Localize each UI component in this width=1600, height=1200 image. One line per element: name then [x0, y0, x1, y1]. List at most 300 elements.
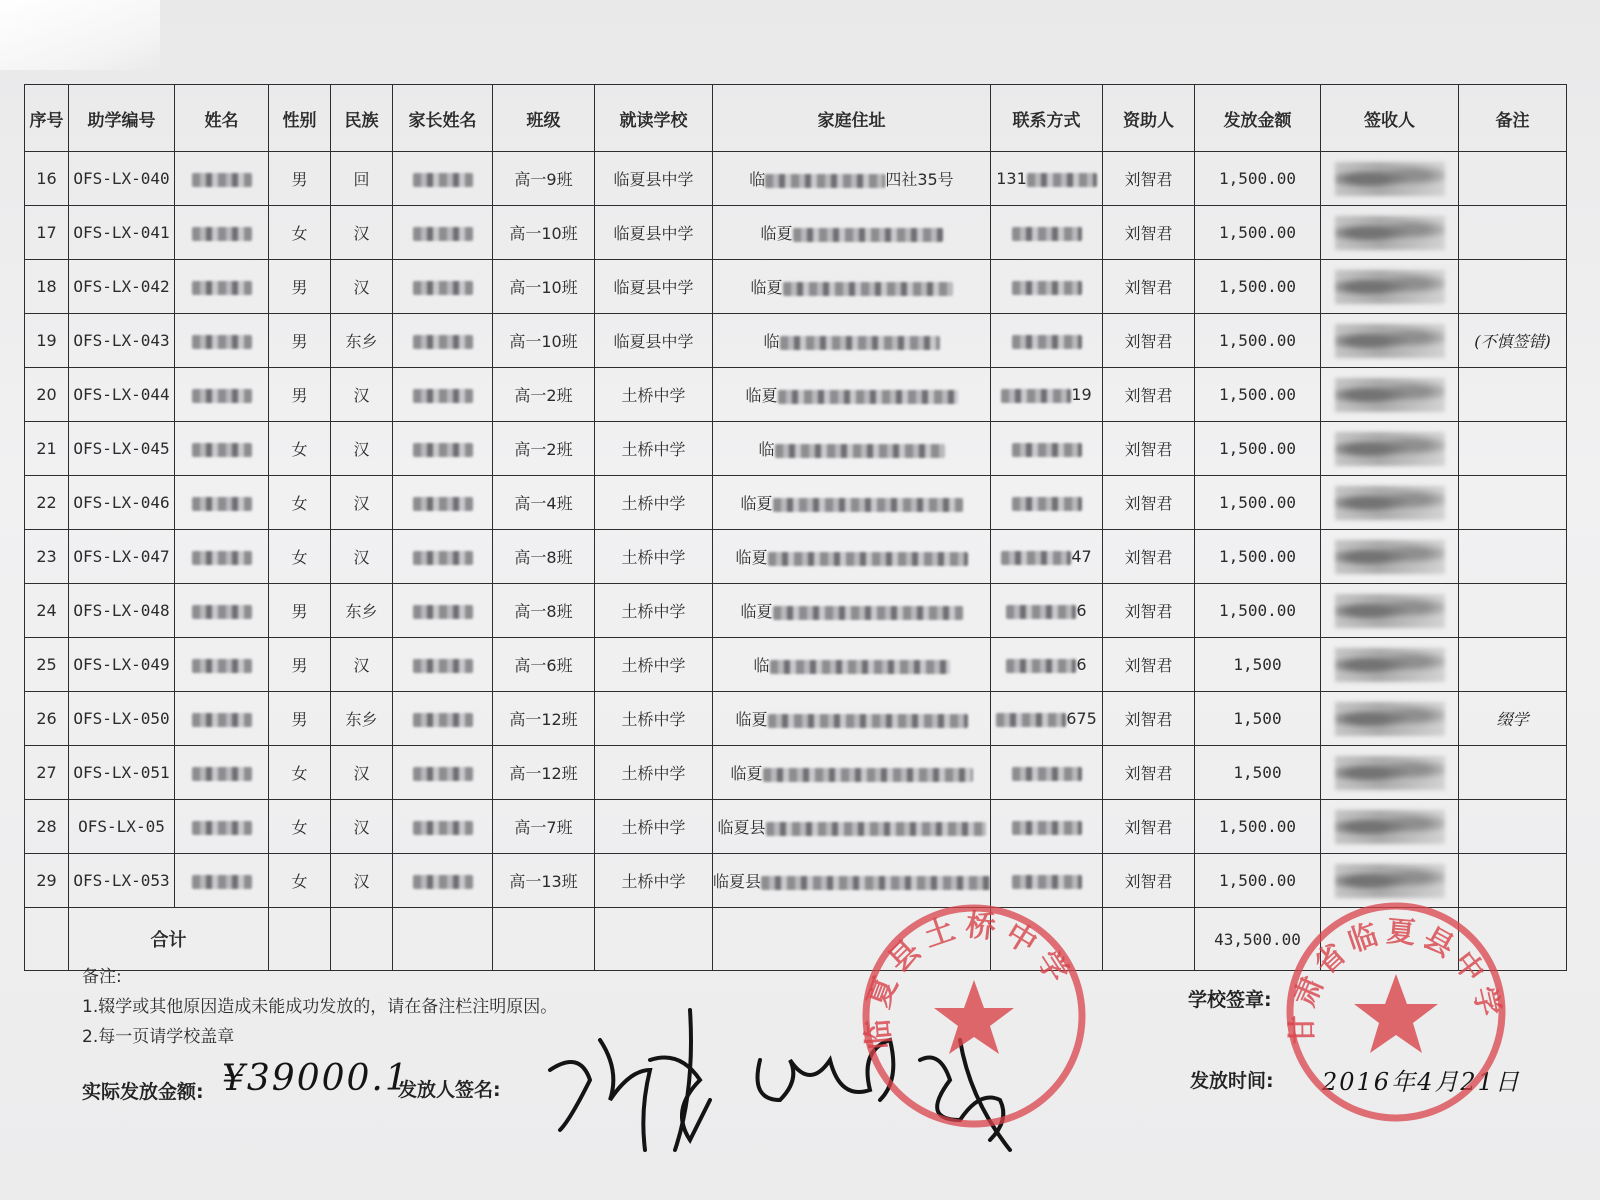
home-address [713, 314, 991, 368]
recipient-signature [1321, 476, 1459, 530]
home-address [713, 692, 991, 746]
redacted-block [761, 876, 990, 890]
parent-name [393, 422, 493, 476]
notes-title: 备注: [82, 967, 122, 987]
redacted-block [1012, 821, 1082, 835]
redacted-block [413, 389, 473, 403]
sponsor: 刘智君 [1103, 260, 1195, 314]
phone-suffix: 6 [1076, 601, 1087, 620]
home-address [713, 152, 991, 206]
gender: 男 [269, 152, 331, 206]
signature-image [1335, 810, 1445, 844]
signature-image [1335, 540, 1445, 574]
phone [991, 422, 1103, 476]
home-address [713, 530, 991, 584]
redacted-block [192, 443, 252, 457]
home-address [713, 800, 991, 854]
aid-id: OFS-LX-045 [69, 422, 175, 476]
row-number: 26 [25, 692, 69, 746]
phone [991, 206, 1103, 260]
redacted-block [765, 174, 885, 188]
redacted-block [770, 660, 950, 674]
total-blank [595, 908, 713, 971]
table-row [25, 152, 1567, 206]
redacted-block [1012, 497, 1082, 511]
ethnicity: 汉 [331, 638, 393, 692]
recipient-signature [1321, 800, 1459, 854]
address-prefix: 临夏 [735, 710, 768, 729]
amount: 1,500.00 [1195, 422, 1321, 476]
total-amount: 43,500.00 [1195, 908, 1321, 971]
redacted-block [413, 605, 473, 619]
address-suffix: 四社35号 [885, 170, 954, 189]
recipient-signature [1321, 746, 1459, 800]
remark [1459, 152, 1567, 206]
home-address [713, 368, 991, 422]
amount: 1,500.00 [1195, 368, 1321, 422]
redacted-block [413, 443, 473, 457]
ethnicity: 东乡 [331, 314, 393, 368]
table-row [25, 530, 1567, 584]
redacted-block [763, 768, 973, 782]
ethnicity: 汉 [331, 368, 393, 422]
row-number: 24 [25, 584, 69, 638]
phone-suffix: 19 [1071, 385, 1092, 404]
address-prefix: 临 [753, 656, 770, 675]
aid-id: OFS-LX-050 [69, 692, 175, 746]
row-number: 16 [25, 152, 69, 206]
column-header: 发放金额 [1195, 85, 1321, 152]
redacted-block [192, 821, 252, 835]
remark: 缀学 [1459, 692, 1567, 746]
redacted-block [413, 173, 473, 187]
class: 高一7班 [493, 800, 595, 854]
school: 土桥中学 [595, 746, 713, 800]
table-row [25, 638, 1567, 692]
signature-image [1335, 216, 1445, 250]
student-name [175, 476, 269, 530]
stamp-text-2: 甘肃省临夏县中学 [1284, 913, 1509, 1045]
address-prefix: 临夏 [730, 764, 763, 783]
column-header: 资助人 [1103, 85, 1195, 152]
redacted-block [1012, 227, 1082, 241]
signature-image [1335, 594, 1445, 628]
parent-name [393, 692, 493, 746]
notes-item-2: 2.每一页请学校盖章 [82, 1027, 235, 1047]
redacted-block [1012, 443, 1082, 457]
amount: 1,500.00 [1195, 584, 1321, 638]
student-name [175, 530, 269, 584]
redacted-block [192, 389, 252, 403]
school: 土桥中学 [595, 854, 713, 908]
redacted-block [1012, 335, 1082, 349]
table-row [25, 746, 1567, 800]
paper-fold [0, 0, 160, 70]
total-blank [25, 908, 69, 971]
issue-time-label: 发放时间: [1190, 1070, 1274, 1092]
phone [991, 638, 1103, 692]
phone-suffix: 6 [1076, 655, 1087, 674]
recipient-signature [1321, 422, 1459, 476]
issue-time-value: 2016年4月21日 [1322, 1068, 1521, 1096]
redacted-block [413, 551, 473, 565]
amount: 1,500.00 [1195, 530, 1321, 584]
home-address [713, 260, 991, 314]
phone [991, 692, 1103, 746]
student-name [175, 854, 269, 908]
sponsor: 刘智君 [1103, 746, 1195, 800]
gender: 女 [269, 476, 331, 530]
address-prefix: 临 [749, 170, 766, 189]
redacted-block [773, 498, 963, 512]
redacted-block [766, 822, 986, 836]
student-name [175, 260, 269, 314]
column-header: 备注 [1459, 85, 1567, 152]
table-row [25, 800, 1567, 854]
redacted-block [192, 335, 252, 349]
phone [991, 314, 1103, 368]
amount: 1,500 [1195, 746, 1321, 800]
actual-amount-value: ¥39000.1 [222, 1058, 410, 1099]
total-label: 合计 [69, 908, 269, 971]
parent-name [393, 206, 493, 260]
parent-name [393, 584, 493, 638]
column-header: 联系方式 [991, 85, 1103, 152]
gender: 女 [269, 854, 331, 908]
home-address [713, 638, 991, 692]
student-name [175, 314, 269, 368]
sponsor: 刘智君 [1103, 692, 1195, 746]
parent-name [393, 152, 493, 206]
redacted-block [1012, 767, 1082, 781]
recipient-signature [1321, 206, 1459, 260]
aid-id: OFS-LX-042 [69, 260, 175, 314]
class: 高一6班 [493, 638, 595, 692]
redacted-block [773, 606, 963, 620]
school: 临夏县中学 [595, 314, 713, 368]
redacted-block [783, 282, 953, 296]
amount: 1,500.00 [1195, 152, 1321, 206]
row-number: 23 [25, 530, 69, 584]
school: 土桥中学 [595, 422, 713, 476]
row-number: 28 [25, 800, 69, 854]
actual-amount-label: 实际发放金额: [82, 1081, 204, 1103]
amount: 1,500.00 [1195, 800, 1321, 854]
address-prefix: 临夏 [750, 278, 783, 297]
parent-name [393, 368, 493, 422]
issuer-signature-label: 发放人签名: [398, 1079, 501, 1101]
amount: 1,500 [1195, 692, 1321, 746]
home-address [713, 476, 991, 530]
school: 土桥中学 [595, 638, 713, 692]
phone [991, 800, 1103, 854]
aid-id: OFS-LX-046 [69, 476, 175, 530]
redacted-block [1001, 389, 1071, 403]
remark [1459, 206, 1567, 260]
column-header: 性别 [269, 85, 331, 152]
remark: (不慎签错) [1459, 314, 1567, 368]
phone-prefix: 131 [996, 169, 1027, 188]
parent-name [393, 800, 493, 854]
redacted-block [413, 713, 473, 727]
student-name [175, 206, 269, 260]
remark [1459, 800, 1567, 854]
gender: 男 [269, 368, 331, 422]
class: 高一8班 [493, 584, 595, 638]
redacted-block [996, 713, 1066, 727]
phone-suffix: 675 [1066, 709, 1097, 728]
redacted-block [1001, 551, 1071, 565]
sponsor: 刘智君 [1103, 368, 1195, 422]
recipient-signature [1321, 530, 1459, 584]
phone [991, 476, 1103, 530]
gender: 女 [269, 530, 331, 584]
recipient-signature [1321, 368, 1459, 422]
total-blank [1103, 908, 1195, 971]
remark [1459, 422, 1567, 476]
address-prefix: 临夏 [740, 494, 773, 513]
column-header: 民族 [331, 85, 393, 152]
column-header: 姓名 [175, 85, 269, 152]
row-number: 19 [25, 314, 69, 368]
redacted-block [192, 173, 252, 187]
student-name [175, 692, 269, 746]
school: 土桥中学 [595, 692, 713, 746]
ethnicity: 汉 [331, 800, 393, 854]
ethnicity: 汉 [331, 422, 393, 476]
table-row [25, 260, 1567, 314]
phone [991, 584, 1103, 638]
ethnicity: 汉 [331, 854, 393, 908]
class: 高一13班 [493, 854, 595, 908]
ethnicity: 汉 [331, 530, 393, 584]
signature-image [1335, 756, 1445, 790]
remark [1459, 746, 1567, 800]
sponsor: 刘智君 [1103, 638, 1195, 692]
address-prefix: 临夏 [760, 224, 793, 243]
gender: 男 [269, 260, 331, 314]
ethnicity: 东乡 [331, 692, 393, 746]
aid-id: OFS-LX-049 [69, 638, 175, 692]
gender: 女 [269, 206, 331, 260]
column-header: 签收人 [1321, 85, 1459, 152]
table-row [25, 368, 1567, 422]
school: 临夏县中学 [595, 152, 713, 206]
aid-id: OFS-LX-05 [69, 800, 175, 854]
gender: 女 [269, 746, 331, 800]
redacted-block [413, 281, 473, 295]
ethnicity: 汉 [331, 206, 393, 260]
class: 高一10班 [493, 260, 595, 314]
address-prefix: 临夏县 [717, 818, 766, 837]
student-name [175, 584, 269, 638]
table-row [25, 692, 1567, 746]
student-name [175, 746, 269, 800]
school-stamp-label: 学校签章: [1188, 989, 1272, 1011]
sponsor: 刘智君 [1103, 476, 1195, 530]
row-number: 25 [25, 638, 69, 692]
class: 高一9班 [493, 152, 595, 206]
home-address [713, 584, 991, 638]
school: 土桥中学 [595, 368, 713, 422]
amount: 1,500.00 [1195, 476, 1321, 530]
parent-name [393, 746, 493, 800]
stamp-tuqiao-school [856, 898, 1092, 1134]
student-name [175, 368, 269, 422]
signature-image [1335, 270, 1445, 304]
sponsor: 刘智君 [1103, 530, 1195, 584]
redacted-block [413, 227, 473, 241]
notes-section [82, 962, 557, 1052]
redacted-block [192, 227, 252, 241]
redacted-block [413, 875, 473, 889]
signature-image [1335, 864, 1445, 898]
redacted-block [1027, 173, 1097, 187]
redacted-block [778, 390, 958, 404]
parent-name [393, 260, 493, 314]
sponsor: 刘智君 [1103, 854, 1195, 908]
address-prefix: 临 [758, 440, 775, 459]
aid-id: OFS-LX-047 [69, 530, 175, 584]
redacted-block [768, 552, 968, 566]
recipient-signature [1321, 314, 1459, 368]
address-prefix: 临 [763, 332, 780, 351]
redacted-block [1012, 281, 1082, 295]
redacted-block [192, 281, 252, 295]
school: 土桥中学 [595, 800, 713, 854]
redacted-block [768, 714, 968, 728]
parent-name [393, 476, 493, 530]
signature-image [1335, 702, 1445, 736]
sponsor: 刘智君 [1103, 152, 1195, 206]
gender: 男 [269, 638, 331, 692]
gender: 男 [269, 314, 331, 368]
stamp-text-1: 临夏县土桥中学 [859, 907, 1080, 1051]
redacted-block [192, 659, 252, 673]
ethnicity: 汉 [331, 260, 393, 314]
redacted-block [413, 335, 473, 349]
aid-id: OFS-LX-048 [69, 584, 175, 638]
redacted-block [192, 713, 252, 727]
class: 高一10班 [493, 314, 595, 368]
row-number: 17 [25, 206, 69, 260]
parent-name [393, 530, 493, 584]
redacted-block [1006, 605, 1076, 619]
ethnicity: 回 [331, 152, 393, 206]
gender: 男 [269, 692, 331, 746]
redacted-block [1012, 875, 1082, 889]
parent-name [393, 638, 493, 692]
redacted-block [413, 497, 473, 511]
aid-id: OFS-LX-041 [69, 206, 175, 260]
class: 高一2班 [493, 422, 595, 476]
gender: 女 [269, 800, 331, 854]
ethnicity: 汉 [331, 746, 393, 800]
aid-id: OFS-LX-051 [69, 746, 175, 800]
class: 高一12班 [493, 692, 595, 746]
sponsor: 刘智君 [1103, 584, 1195, 638]
sponsor: 刘智君 [1103, 800, 1195, 854]
row-number: 20 [25, 368, 69, 422]
gender: 男 [269, 584, 331, 638]
column-header: 序号 [25, 85, 69, 152]
row-number: 18 [25, 260, 69, 314]
parent-name [393, 854, 493, 908]
signature-image [1335, 324, 1445, 358]
signature-image [1335, 162, 1445, 196]
amount: 1,500.00 [1195, 314, 1321, 368]
redacted-block [780, 336, 940, 350]
column-header: 家长姓名 [393, 85, 493, 152]
redacted-block [192, 605, 252, 619]
recipient-signature [1321, 260, 1459, 314]
aid-id: OFS-LX-040 [69, 152, 175, 206]
parent-name [393, 314, 493, 368]
phone [991, 746, 1103, 800]
phone [991, 368, 1103, 422]
column-header: 家庭住址 [713, 85, 991, 152]
home-address [713, 422, 991, 476]
class: 高一10班 [493, 206, 595, 260]
student-name [175, 152, 269, 206]
address-prefix: 临夏 [735, 548, 768, 567]
amount: 1,500 [1195, 638, 1321, 692]
table-row [25, 314, 1567, 368]
sponsor: 刘智君 [1103, 206, 1195, 260]
redacted-block [192, 767, 252, 781]
redacted-block [413, 767, 473, 781]
aid-id: OFS-LX-043 [69, 314, 175, 368]
recipient-signature [1321, 152, 1459, 206]
sponsor: 刘智君 [1103, 314, 1195, 368]
row-number: 27 [25, 746, 69, 800]
table-body [25, 152, 1567, 971]
home-address [713, 746, 991, 800]
row-number: 22 [25, 476, 69, 530]
stamp-linxia-county-school [1280, 896, 1512, 1128]
amount: 1,500.00 [1195, 854, 1321, 908]
remark [1459, 476, 1567, 530]
class: 高一4班 [493, 476, 595, 530]
sponsor: 刘智君 [1103, 422, 1195, 476]
amount: 1,500.00 [1195, 260, 1321, 314]
row-number: 29 [25, 854, 69, 908]
remark [1459, 260, 1567, 314]
column-header: 班级 [493, 85, 595, 152]
column-header: 就读学校 [595, 85, 713, 152]
redacted-block [192, 497, 252, 511]
table-row [25, 206, 1567, 260]
student-name [175, 638, 269, 692]
recipient-signature [1321, 692, 1459, 746]
school: 土桥中学 [595, 530, 713, 584]
school: 临夏县中学 [595, 260, 713, 314]
remark [1459, 638, 1567, 692]
redacted-block [1006, 659, 1076, 673]
redacted-block [192, 875, 252, 889]
signature-image [1335, 432, 1445, 466]
phone [991, 530, 1103, 584]
redacted-block [413, 659, 473, 673]
address-prefix: 临夏 [740, 602, 773, 621]
recipient-signature [1321, 638, 1459, 692]
aid-id: OFS-LX-053 [69, 854, 175, 908]
class: 高一12班 [493, 746, 595, 800]
signature-image [1335, 648, 1445, 682]
table-row [25, 476, 1567, 530]
phone [991, 152, 1103, 206]
school: 土桥中学 [595, 584, 713, 638]
